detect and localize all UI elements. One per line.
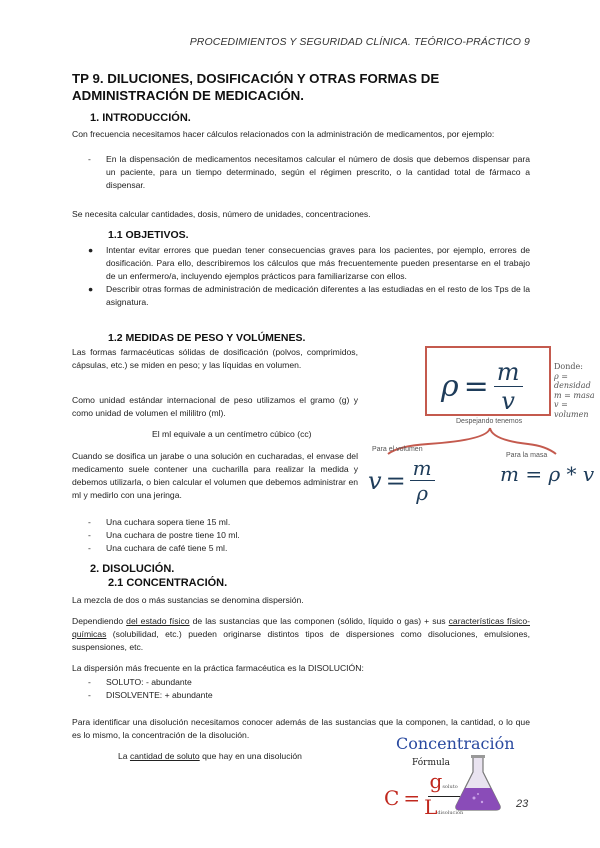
section-2-p4: Para identificar una disolución necesitamos conocer además de las sustancias que la componen, la cantidad, o lo que es lo mismo, la concentración de la disolución. bbox=[72, 717, 530, 740]
para-masa-label: Para la masa bbox=[506, 452, 548, 459]
dispersion-list bbox=[72, 676, 372, 702]
list-item: - En la dispensación de medicamentos necesitamos calcular el número de dosis que debemos dispensar para un paciente, para un tiempo determinado, según el régimen prescrito, o la cantidad total de fármaco a dispensar. bbox=[88, 154, 530, 190]
rho-symbol: ρ bbox=[441, 369, 459, 404]
section-2-p2: Dependiendo del estado físico de las sustancias que las componen (sólido, líquido o gas) + sus características físico-químicas (solubilidad, etc.) pueden originarse distintos tipos de dispersiones como disoluciones, emulsiones, suspensiones, etc. bbox=[72, 616, 530, 652]
section-1-heading: 1. INTRODUCCIÓN. bbox=[90, 112, 191, 124]
measures-heading: 1.2 MEDIDAS DE PESO Y VOLÚMENES. bbox=[108, 332, 306, 344]
section-2-heading: 2. DISOLUCIÓN. bbox=[90, 563, 175, 575]
flask-icon bbox=[452, 754, 504, 812]
page-number: 23 bbox=[516, 798, 529, 810]
objectives-list bbox=[72, 244, 530, 309]
list-item: - Una cuchara de postre tiene 10 ml. bbox=[88, 530, 240, 540]
density-formula-box bbox=[425, 346, 551, 416]
page-title: TP 9. DILUCIONES, DOSIFICACIÓN Y OTRAS FORMAS DE ADMINISTRACIÓN DE MEDICACIÓN. bbox=[72, 71, 440, 103]
section-2-p1: La mezcla de dos o más sustancias se denomina dispersión. bbox=[72, 595, 304, 605]
measures-p3: El ml equivale a un centímetro cúbico (cc) bbox=[152, 429, 312, 439]
list-item: - Una cuchara sopera tiene 15 ml. bbox=[88, 517, 231, 527]
formula-label: Fórmula bbox=[412, 758, 451, 768]
right-branch-line bbox=[490, 428, 556, 454]
section-1-note: Se necesita calcular cantidades, dosis, número de unidades, concentraciones. bbox=[72, 209, 371, 219]
concentration-figure-title: Concentración bbox=[396, 734, 515, 753]
page-header: PROCEDIMIENTOS Y SEGURIDAD CLÍNICA. TEÓRICO-PRÁCTICO 9 bbox=[189, 36, 530, 48]
list-item: - DISOLVENTE: + abundante bbox=[88, 690, 213, 700]
equals-sign: = bbox=[463, 369, 489, 404]
measures-p2: Como unidad estándar internacional de peso utilizamos el gramo (g) y como unidad de volumen el mililitro (ml). bbox=[72, 395, 358, 418]
list-item: ● Intentar evitar errores que puedan tener consecuencias graves para los pacientes, por ejemplo, errores de dosificación. Para ello, describiremos los cálculos que más frecuentemente pueden presentarse en el trabajo de un enfermero/a, incluyendo ejemplos prácticos para familiarizarse con ellos. bbox=[88, 245, 530, 281]
mass-symbol: m bbox=[494, 358, 523, 387]
section-2-p3: La dispersión más frecuente en la práctica farmacéutica es la DISOLUCIÓN: bbox=[72, 663, 364, 673]
measures-p4: Cuando se dosifica un jarabe o una solución en cucharadas, el envase del medicamento suele contener una cucharilla para realizar la medida y debemos utilizarla, o bien calcular el volumen que debemos administrar en ml y medirlo con una jeringa. bbox=[72, 451, 358, 500]
mass-formula: m = ρ * v bbox=[500, 462, 595, 486]
concentration-heading: 2.1 CONCENTRACIÓN. bbox=[108, 577, 228, 589]
formula-legend: Donde: ρ = densidad m = masa v = volumen bbox=[554, 362, 595, 419]
section-1-intro: Con frecuencia necesitamos hacer cálculos relacionados con la administración de medicamentos, por ejemplo: bbox=[72, 129, 495, 139]
concentration-formula: C = $\frac{\text{gsoluto}}{\text{Ldisolución}}$ bbox=[384, 769, 464, 819]
para-volumen-label: Para el volumen bbox=[372, 446, 423, 453]
despejando-label: Despejando tenemos bbox=[456, 418, 523, 425]
volume-symbol: v bbox=[501, 387, 515, 415]
objectives-heading: 1.1 OBJETIVOS. bbox=[108, 229, 189, 241]
list-item: - Una cuchara de café tiene 5 ml. bbox=[88, 543, 228, 553]
list-item: - SOLUTO: - abundante bbox=[88, 677, 192, 687]
spoons-list bbox=[72, 516, 358, 555]
section-2-p5: La cantidad de soluto que hay en una disolución bbox=[118, 751, 302, 761]
list-item: ● Describir otras formas de administración de medicación diferentes a las estudiadas en el resto de los Tps de la asignatura. bbox=[88, 284, 530, 307]
section-1-list bbox=[72, 153, 530, 192]
volume-formula: v = $\frac{m}{\rho}$ bbox=[368, 456, 435, 505]
measures-p1: Las formas farmacéuticas sólidas de dosificación (polvos, comprimidos, cápsulas, etc.) se miden en peso; y las líquidas en volumen. bbox=[72, 347, 358, 370]
